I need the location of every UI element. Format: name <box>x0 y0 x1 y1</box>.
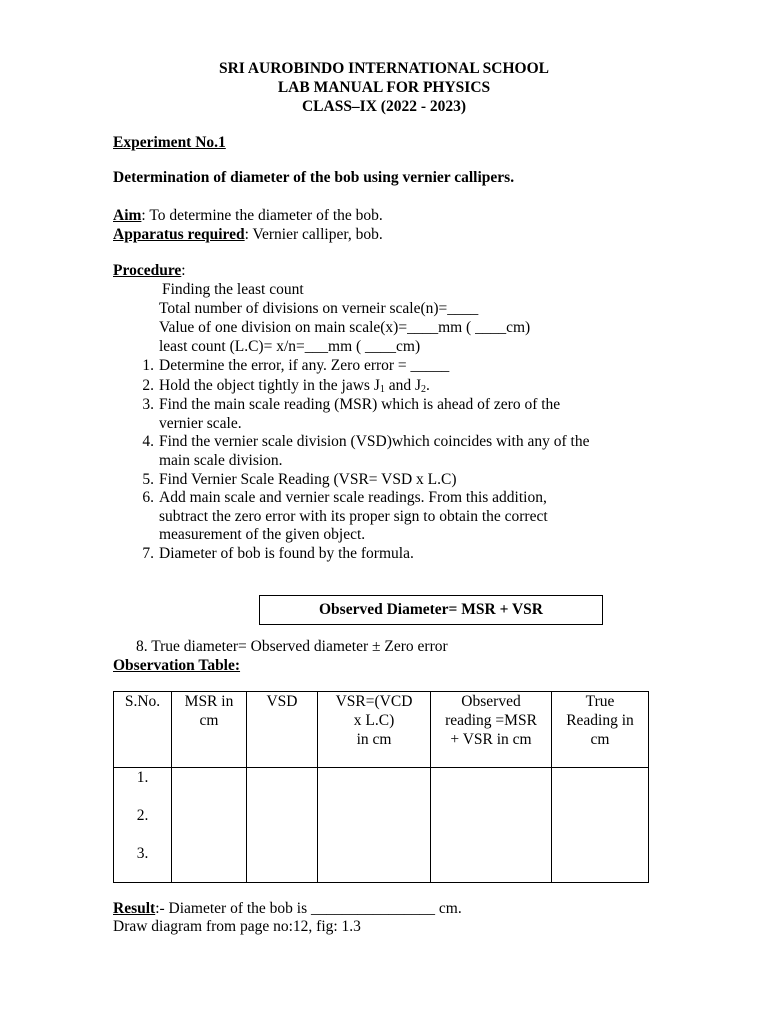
result-line <box>113 899 462 918</box>
formula-box: Observed Diameter= MSR + VSR <box>259 595 603 625</box>
step-text-continued: main scale division. <box>159 452 283 469</box>
procedure-label: Procedure <box>113 262 182 279</box>
least-count-heading: Finding the least count <box>162 281 304 298</box>
apparatus-text: : Vernier calliper, bob. <box>244 226 383 243</box>
row-number: 3. <box>136 845 149 862</box>
step-text: Add main scale and vernier scale readings. From this addition, <box>159 489 547 506</box>
apparatus-line <box>113 225 383 244</box>
step-text-continued: vernier scale. <box>159 415 242 432</box>
experiment-number: Experiment No.1 <box>113 134 226 151</box>
table-data-row <box>114 768 649 883</box>
experiment-title: Determination of diameter of the bob using vernier callipers. <box>113 169 515 186</box>
class-year: CLASS–IX (2022 - 2023) <box>301 98 467 115</box>
aim-line <box>113 206 383 225</box>
msr-cell <box>172 768 247 883</box>
procedure-colon: : <box>181 262 186 279</box>
aim-text: : To determine the diameter of the bob. <box>141 207 383 224</box>
step-text: Hold the object tightly in the jaws $J_1$ and $J_2$. <box>159 377 430 395</box>
least-count-main-scale: Value of one division on main scale(x)=____mm ( ____cm) <box>159 319 531 336</box>
result-text: :- Diameter of the bob is ________________ cm. <box>155 900 462 917</box>
step-number: 4. <box>142 433 154 450</box>
header-vsr: VSR=(VCD x L.C) in cm <box>318 692 431 768</box>
step-text: Find the vernier scale division (VSD)which coincides with any of the <box>159 433 590 450</box>
vsr-cell <box>318 768 431 883</box>
step-text-continued: subtract the zero error with its proper sign to obtain the correct <box>159 508 548 525</box>
step-number: 2. <box>142 377 154 394</box>
header-observed-reading: Observed reading =MSR + VSR in cm <box>431 692 552 768</box>
school-name: SRI AUROBINDO INTERNATIONAL SCHOOL <box>218 60 550 77</box>
row-number: 1. <box>136 769 149 786</box>
header-vsd: VSD <box>247 692 318 768</box>
step-number: 1. <box>142 357 154 374</box>
step-text: Find the main scale reading (MSR) which is ahead of zero of the <box>159 396 561 413</box>
least-count-divisions: Total number of divisions on verneir scale(n)=____ <box>159 300 479 317</box>
step-text: Find Vernier Scale Reading (VSR= VSD x L.C) <box>159 471 457 488</box>
result-label: Result <box>113 900 156 917</box>
table-header-row <box>114 692 649 768</box>
manual-title: LAB MANUAL FOR PHYSICS <box>277 79 491 96</box>
step-number: 3. <box>142 396 154 413</box>
step-text: Determine the error, if any. Zero error = _____ <box>159 357 450 374</box>
procedure-heading <box>113 261 186 280</box>
sno-cell <box>114 768 172 883</box>
vsd-cell <box>247 768 318 883</box>
observation-table-label: Observation Table: <box>113 657 241 674</box>
step-number: 5. <box>142 471 154 488</box>
header-sno: S.No. <box>114 692 172 768</box>
header-true-reading: True Reading in cm <box>552 692 649 768</box>
header-msr: MSR in cm <box>172 692 247 768</box>
step-text: Diameter of bob is found by the formula. <box>159 545 414 562</box>
step-text-continued: measurement of the given object. <box>159 526 366 543</box>
observed-cell <box>431 768 552 883</box>
observation-table <box>113 691 649 883</box>
apparatus-label: Apparatus required <box>113 226 245 243</box>
step-number: 6. <box>142 489 154 506</box>
least-count-formula: least count (L.C)= x/n=___mm ( ____cm) <box>159 338 421 355</box>
diagram-note: Draw diagram from page no:12, fig: 1.3 <box>113 918 361 935</box>
row-number: 2. <box>136 807 149 824</box>
aim-label: Aim <box>113 207 142 224</box>
true-reading-cell <box>552 768 649 883</box>
step-8-true-diameter: 8. True diameter= Observed diameter ± Zero error <box>136 638 448 655</box>
step-number: 7. <box>142 545 154 562</box>
